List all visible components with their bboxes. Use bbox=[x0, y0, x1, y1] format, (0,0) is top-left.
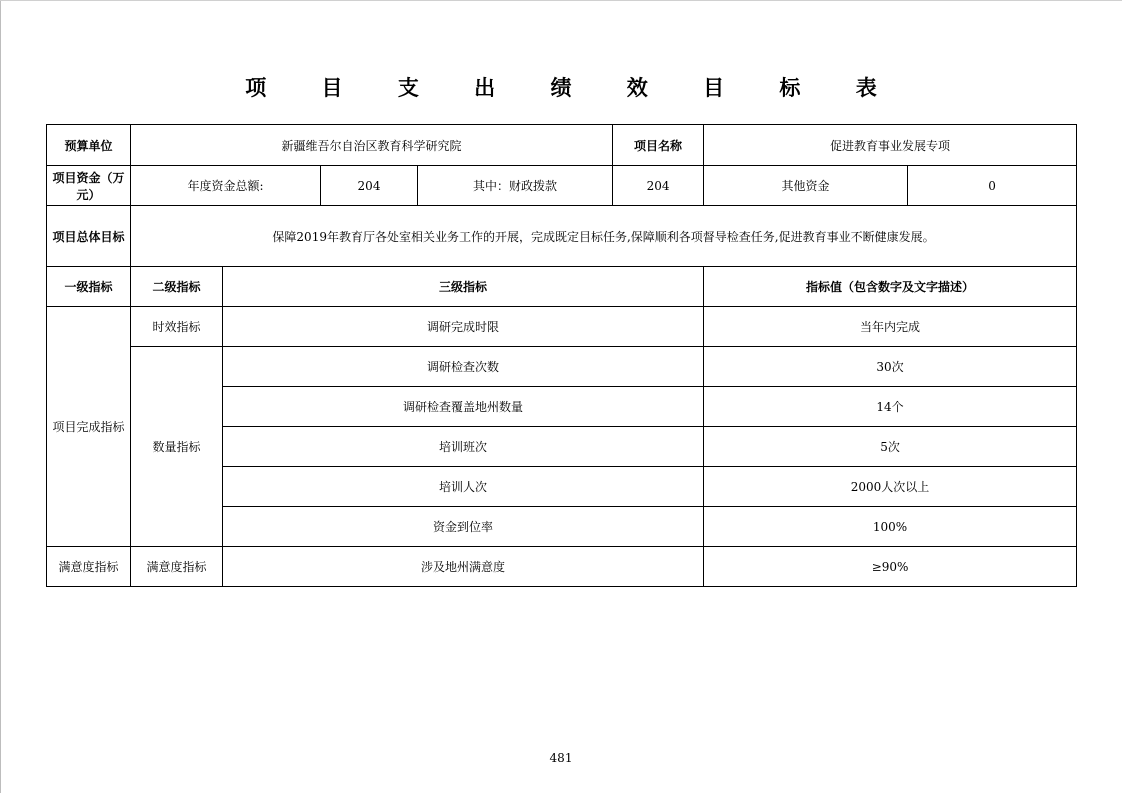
indicator-value: 100% bbox=[704, 507, 1077, 547]
indicator-header-row bbox=[47, 267, 1077, 307]
level3-indicator: 涉及地州满意度 bbox=[223, 547, 704, 587]
level1-header: 一级指标 bbox=[47, 267, 131, 307]
budget-unit-value: 新疆维吾尔自治区教育科学研究院 bbox=[131, 125, 613, 166]
budget-unit-row bbox=[47, 125, 1077, 166]
page-number: 481 bbox=[549, 751, 573, 765]
indicator-value: 30次 bbox=[704, 347, 1077, 387]
funds-label: 项目资金（万元） bbox=[47, 166, 131, 206]
satisfaction-level1-cell: 满意度指标 bbox=[47, 547, 131, 587]
level2-header: 二级指标 bbox=[131, 267, 223, 307]
project-name-label: 项目名称 bbox=[613, 125, 704, 166]
page-edge-left bbox=[0, 0, 1, 793]
level3-indicator: 培训班次 bbox=[223, 427, 704, 467]
level3-indicator: 培训人次 bbox=[223, 467, 704, 507]
level3-header: 三级指标 bbox=[223, 267, 704, 307]
quantity-indicator-cell: 数量指标 bbox=[131, 347, 223, 547]
overall-goal-text: 保障2019年教育厅各处室相关业务工作的开展，完成既定目标任务,保障顺利各项督导检查任务,促进教育事业不断健康发展。 bbox=[131, 206, 1077, 267]
other-funds-value: 0 bbox=[908, 166, 1077, 206]
annual-total-label: 年度资金总额: bbox=[131, 166, 321, 206]
satisfaction-level2-cell: 满意度指标 bbox=[131, 547, 223, 587]
indicator-value-header: 指标值（包含数字及文字描述） bbox=[704, 267, 1077, 307]
project-name-value: 促进教育事业发展专项 bbox=[704, 125, 1077, 166]
fiscal-funds-label: 其中：财政拨款 bbox=[418, 166, 613, 206]
table-row bbox=[47, 547, 1077, 587]
level3-indicator: 资金到位率 bbox=[223, 507, 704, 547]
level3-indicator: 调研检查覆盖地州数量 bbox=[223, 387, 704, 427]
performance-target-table bbox=[46, 124, 1077, 587]
funds-row bbox=[47, 166, 1077, 206]
fiscal-funds-value: 204 bbox=[613, 166, 704, 206]
overall-goal-row bbox=[47, 206, 1077, 267]
annual-total-value: 204 bbox=[321, 166, 418, 206]
document-title: 项 目 支 出 绩 效 目 标 表 bbox=[245, 76, 901, 100]
level3-indicator: 调研完成时限 bbox=[223, 307, 704, 347]
budget-unit-label: 预算单位 bbox=[47, 125, 131, 166]
overall-goal-label: 项目总体目标 bbox=[47, 206, 131, 267]
level3-indicator: 调研检查次数 bbox=[223, 347, 704, 387]
indicator-value: 5次 bbox=[704, 427, 1077, 467]
table-row bbox=[47, 307, 1077, 347]
indicator-value: 14个 bbox=[704, 387, 1077, 427]
completion-indicator-cell: 项目完成指标 bbox=[47, 307, 131, 547]
other-funds-label: 其他资金 bbox=[704, 166, 908, 206]
timeliness-indicator-cell: 时效指标 bbox=[131, 307, 223, 347]
indicator-value: ≥90% bbox=[704, 547, 1077, 587]
indicator-value: 当年内完成 bbox=[704, 307, 1077, 347]
table-row bbox=[47, 347, 1077, 387]
page-edge-top bbox=[0, 0, 1122, 1]
indicator-value: 2000人次以上 bbox=[704, 467, 1077, 507]
